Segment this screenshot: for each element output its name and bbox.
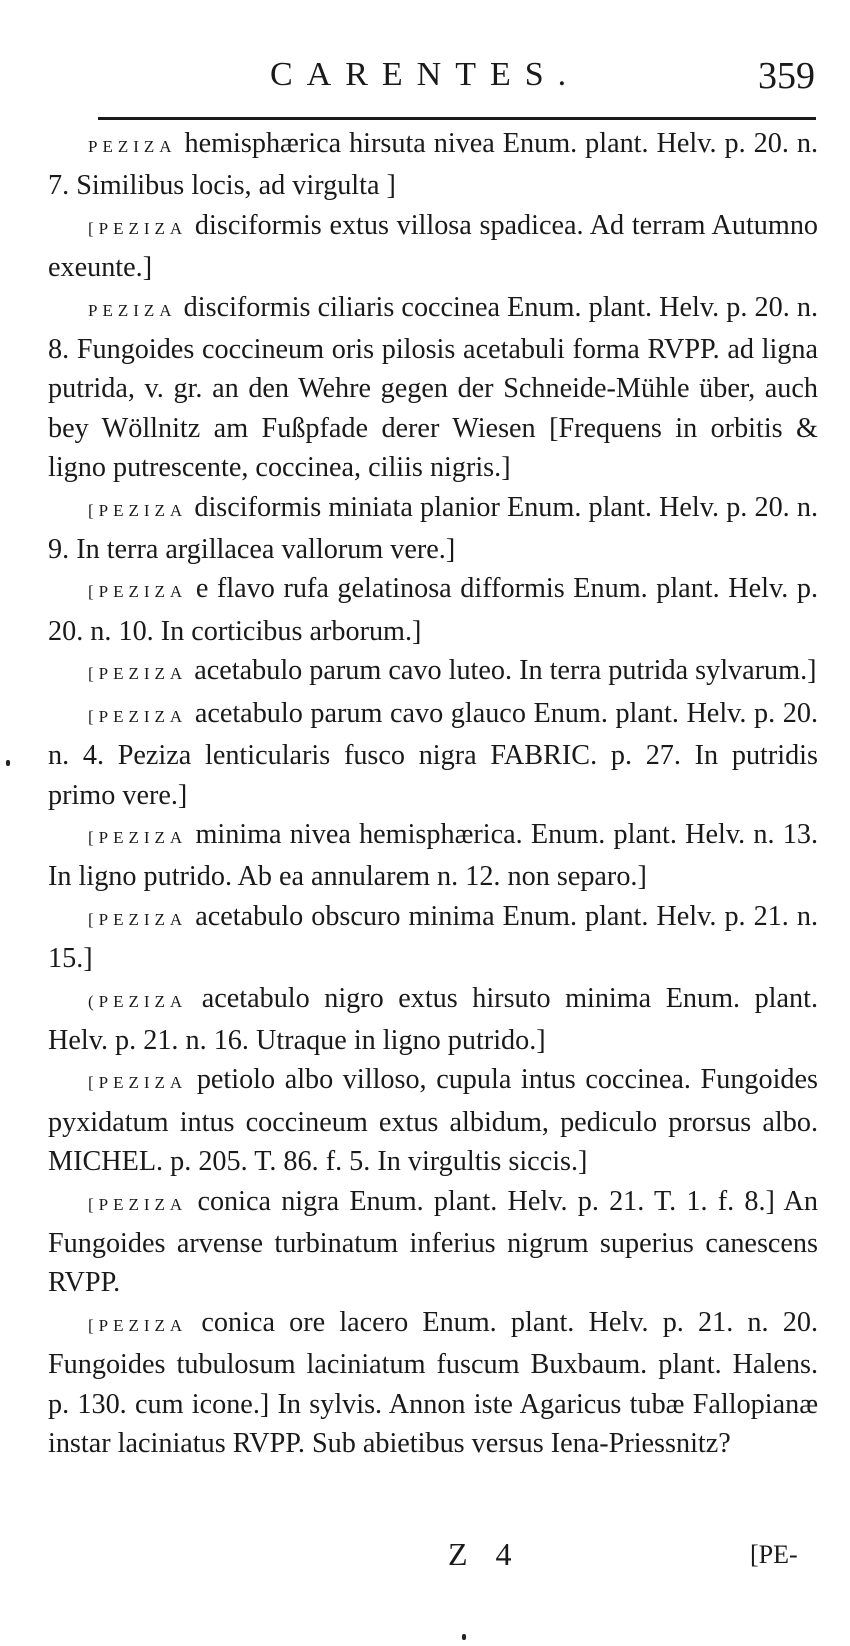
- entry-text: acetabulo nigro extus hirsuto minima Enum. plant. Helv. p. 21. n. 16. Utraque in ligno putrido.]: [48, 982, 818, 1056]
- entry-10: [48, 979, 818, 1061]
- entry-text: conica nigra Enum. plant. Helv. p. 21. T. 1. f. 8.] An Fungoides arvense turbinatum inferius nigrum superius canescens RVPP.: [48, 1185, 819, 1299]
- entry-text: acetabulo obscuro minima Enum. plant. Helv. p. 21. n. 15.]: [48, 900, 818, 975]
- entry-label: [PEZIZA: [88, 582, 188, 602]
- entry-text: petiolo albo villoso, cupula intus coccinea. Fungoides pyxidatum intus coccineum extus albidum, pediculo prorsus albo. MICHEL. p. 205. T. 86. f. 5. In virgultis siccis.]: [48, 1064, 819, 1178]
- entry-label: [PEZIZA: [88, 1073, 188, 1093]
- entry-label: [PEZIZA: [88, 1194, 188, 1214]
- page-header: [40, 56, 815, 106]
- entry-text: acetabulo parum cavo glauco Enum. plant. Helv. p. 20. n. 4. Peziza lenticularis fusco nigra FABRIC. p. 27. In putridis primo vere.]: [48, 697, 819, 811]
- entry-label: [PEZIZA: [88, 500, 188, 520]
- entry-label: PEZIZA: [88, 300, 177, 320]
- entry-8: [48, 815, 818, 897]
- ink-speck: [6, 760, 10, 766]
- entry-label: [PEZIZA: [88, 827, 188, 847]
- entry-text: acetabulo parum cavo luteo. In terra putrida sylvarum.]: [194, 655, 817, 687]
- entry-text: hemisphærica hirsuta nivea Enum. plant. Helv. p. 20. n. 7. Similibus locis, ad virgulta ]: [48, 128, 818, 202]
- entry-12: [48, 1182, 818, 1303]
- entry-5: [48, 569, 818, 651]
- ink-speck: [462, 1634, 466, 1640]
- signature-mark: Z 4: [448, 1536, 522, 1572]
- entry-7: [48, 694, 818, 815]
- entry-label: PEZIZA: [88, 137, 177, 156]
- header-rule: [98, 117, 816, 120]
- entry-text: conica ore lacero Enum. plant. Helv. p. 21. n. 20. Fungoides tubulosum laciniatum fuscum Buxbaum. plant. Halens. p. 130. cum icone.] In sylvis. Annon iste Agaricus tubæ Fallopianæ instar laciniatus RVPP. Sub abietibus versus Iena-Priessnitz?: [48, 1306, 818, 1459]
- entry-text: e flavo rufa gelatinosa difformis Enum. plant. Helv. p. 20. n. 10. In corticibus arborum.]: [48, 573, 819, 647]
- entry-label: [PEZIZA: [88, 909, 188, 929]
- entry-text: minima nivea hemisphærica. Enum. plant. Helv. n. 13. In ligno putrido. Ab ea annularem n. 12. non separo.]: [48, 818, 818, 893]
- entry-13: [48, 1303, 818, 1464]
- page-number: 359: [758, 55, 815, 97]
- entry-text: disciformis ciliaris coccinea Enum. plant. Helv. p. 20. n. 8. Fungoides coccineum oris pilosis acetabuli forma RVPP. ad ligna putrida, v. gr. an den Wehre gegen der Schneide-Mühle über, auch bey Wöllnitz am Fußpfade derer Wiesen [Frequens in orbitis & ligno putrescente, coccinea, ciliis nigris.]: [48, 291, 819, 484]
- entry-1: [48, 124, 818, 206]
- entry-label: [PEZIZA: [88, 706, 188, 726]
- entry-2: [48, 206, 818, 288]
- entry-label: [PEZIZA: [88, 218, 188, 238]
- page-body: [48, 124, 818, 1463]
- entry-11: [48, 1060, 818, 1181]
- entry-label: [PEZIZA: [88, 664, 188, 684]
- entry-text: disciformis miniata planior Enum. plant. Helv. p. 20. n. 9. In terra argillacea vallorum vere.]: [48, 491, 818, 566]
- entry-text: disciformis extus villosa spadicea. Ad terram Autumno exeunte.]: [48, 209, 819, 284]
- entry-3: [48, 288, 818, 488]
- entry-label: (PEZIZA: [88, 991, 188, 1011]
- running-head: CARENTES.: [270, 56, 581, 93]
- entry-4: [48, 488, 818, 570]
- entry-6: [48, 651, 818, 693]
- page-footer: [0, 1536, 850, 1586]
- catchword: [PE-: [750, 1540, 798, 1569]
- entry-9: [48, 897, 818, 979]
- entry-label: [PEZIZA: [88, 1315, 188, 1335]
